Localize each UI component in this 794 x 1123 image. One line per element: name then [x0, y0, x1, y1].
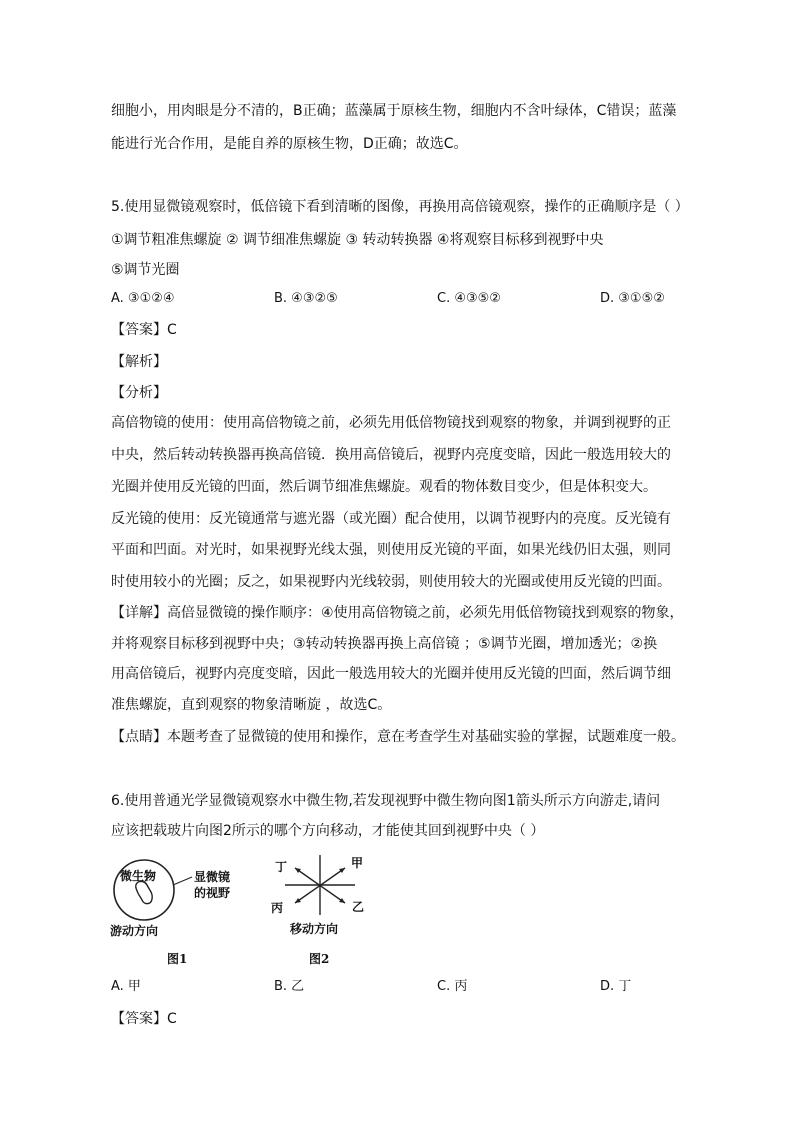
q5-option-c: C. ④③⑤②	[437, 291, 501, 306]
q6-stem-line-1: 6.使用普通光学显微镜观察水中微生物,若发现视野中微生物向图1箭头所示方向游走,请问	[111, 793, 661, 809]
field-label-2: 的视野	[194, 886, 231, 900]
q5-fenxi-line: 平面和凹面。对光时，如果视野光线太强，则使用反光镜的平面，如果光线仍旧太强，则同	[111, 542, 671, 558]
q5-detail-line: 用高倍镜后，视野内亮度变暗，因此一般选用较大的光圈并使用反光镜的凹面，然后调节细	[111, 666, 671, 682]
organism-shape	[136, 881, 152, 903]
q5-detail-line: 准焦螺旋，直到观察的物象清晰旋 ，故选C。	[111, 697, 392, 713]
prev-answer-line-2: 能进行光合作用，是能自养的原核生物，D正确；故选C。	[111, 136, 468, 152]
q5-fenxi-line: 反光镜的使用：反光镜通常与遮光器（或光圈）配合使用，以调节视野内的亮度。反光镜有	[111, 511, 671, 527]
figure-2	[265, 855, 385, 970]
figure-1-title: 图1	[167, 952, 188, 966]
figure-2-caption: 移动方向	[290, 922, 339, 936]
q5-steps-line-2: ⑤调节光圈	[111, 262, 180, 278]
direction-jia: 甲	[351, 856, 364, 870]
q6-option-b: B. 乙	[274, 979, 305, 994]
q5-comment: 【点睛】本题考查了显微镜的使用和操作，意在考查学生对基础实验的掌握，试题难度一般。	[111, 729, 685, 745]
q5-analysis-heading: 【解析】	[111, 354, 167, 370]
q5-fenxi-line: 中央，然后转动转换器再换高倍镜．换用高倍镜后，视野内亮度变暗，因此一般选用较大的	[111, 447, 671, 463]
figure-1-caption: 游动方向	[110, 924, 159, 938]
direction-bing: 丙	[271, 901, 284, 915]
q5-steps-line-1: ①调节粗准焦螺旋 ② 调节细准焦螺旋 ③ 转动转换器 ④将观察目标移到视野中央	[111, 232, 604, 248]
q5-detail-line: 并将观察目标移到视野中央；③转动转换器再换上高倍镜 ；⑤调节光圈，增加透光；②换	[111, 636, 658, 652]
q6-option-c: C. 丙	[437, 979, 468, 994]
q5-option-b: B. ④③②⑤	[274, 291, 338, 306]
q6-answer: 【答案】C	[111, 1011, 177, 1027]
direction-yi: 乙	[352, 900, 365, 914]
prev-answer-line-1: 细胞小，用肉眼是分不清的，B正确；蓝藻属于原核生物，细胞内不含叶绿体，C错误；蓝藻	[111, 103, 677, 119]
q5-fenxi-heading: 【分析】	[111, 385, 167, 401]
organism-label: 微生物	[120, 869, 157, 883]
q6-option-a: A. 甲	[111, 979, 141, 994]
q5-option-d: D. ③①⑤②	[600, 291, 665, 306]
figure-1	[100, 855, 260, 970]
direction-ding: 丁	[275, 860, 288, 874]
q5-stem: 5.使用显微镜观察时，低倍镜下看到清晰的图像，再换用高倍镜观察，操作的正确顺序是（ ）	[111, 199, 689, 215]
q5-fenxi-line: 高倍物镜的使用：使用高倍物镜之前，必须先用低倍物镜找到观察的物象，并调到视野的正	[111, 415, 671, 431]
q6-stem-line-2: 应该把载玻片向图2所示的哪个方向移动，才能使其回到视野中央（ ）	[111, 823, 545, 839]
q5-detail-line: 【详解】高倍显微镜的操作顺序：④使用高倍物镜之前，必须先用低倍物镜找到观察的物象，	[111, 605, 684, 621]
q5-answer: 【答案】C	[111, 322, 177, 338]
q5-fenxi-line: 时使用较小的光圈；反之，如果视野内光线较弱，则使用较大的光圈或使用反光镜的凹面。	[111, 574, 671, 590]
q5-fenxi-line: 光圈并使用反光镜的凹面，然后调节细准焦螺旋。观看的物体数目变少，但是体积变大。	[111, 479, 657, 495]
q5-option-a: A. ③①②④	[111, 291, 175, 306]
q6-option-d: D. 丁	[600, 979, 632, 994]
field-label-1: 显微镜	[194, 870, 231, 884]
figure-2-title: 图2	[309, 952, 330, 966]
